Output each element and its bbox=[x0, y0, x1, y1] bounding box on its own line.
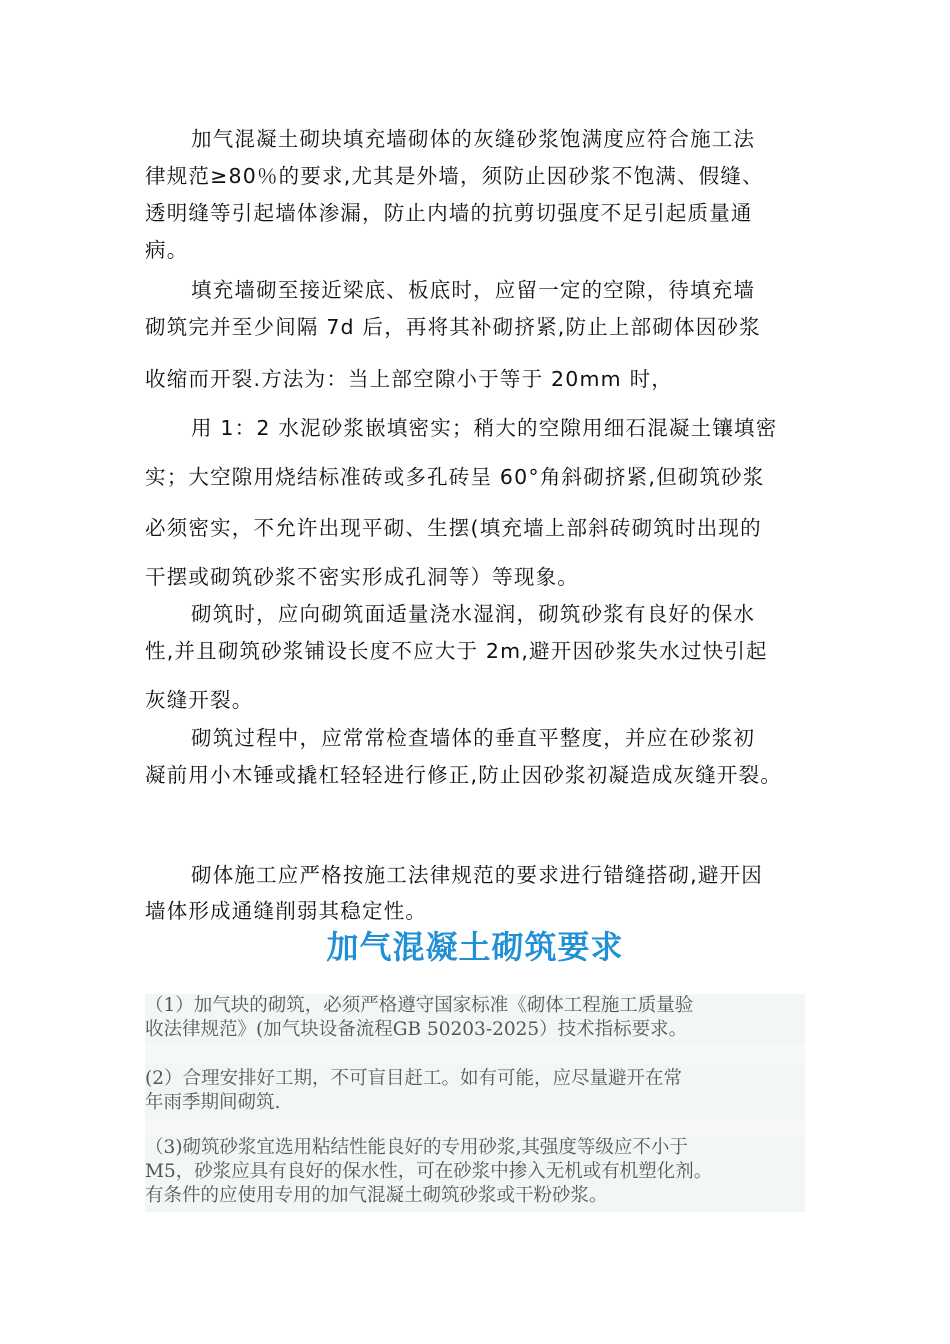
text-line: 有条件的应使用专用的加气混凝土砌筑砂浆或干粉砂浆。 bbox=[145, 1185, 608, 1206]
text-line: 墙体形成通缝削弱其稳定性。 bbox=[145, 899, 428, 923]
list-item bbox=[145, 994, 805, 1044]
text-line: 砌筑过程中，应常常检查墙体的垂直平整度，并应在砂浆初 bbox=[191, 726, 756, 750]
text-line: 凝前用小木锤或撬杠轻轻进行修正,防止因砂浆初凝造成灰缝开裂。 bbox=[145, 763, 783, 787]
text-line: 砌筑时，应向砌筑面适量浇水湿润，砌筑砂浆有良好的保水 bbox=[191, 602, 756, 626]
text-line: 必须密实，不允许出现平砌、生摆(填充墙上部斜砖砌筑时出现的 bbox=[145, 516, 762, 540]
text-line: 律规范≥80％的要求,尤其是外墙，须防止因砂浆不饱满、假缝、 bbox=[145, 164, 764, 188]
text-line: 加气混凝土砌块填充墙砌体的灰缝砂浆饱满度应符合施工法 bbox=[191, 127, 756, 151]
text-line: 灰缝开裂。 bbox=[145, 688, 254, 712]
text-line: 砌筑完并至少间隔 7d 后，再将其补砌挤紧,防止上部砌体因砂浆 bbox=[145, 315, 761, 339]
text-line: (2）合理安排好工期，不可盲目赶工。如有可能，应尽量避开在常 bbox=[145, 1068, 682, 1089]
text-line: 砌体施工应严格按施工法律规范的要求进行错缝搭砌,避开因 bbox=[191, 863, 763, 887]
list-item bbox=[145, 1064, 805, 1120]
text-line: 实；大空隙用烧结标准砖或多孔砖呈 60°角斜砌挤紧,但砌筑砂浆 bbox=[145, 465, 765, 489]
text-line: （3)砌筑砂浆宜选用粘结性能良好的专用砂浆,其强度等级应不小于 bbox=[145, 1137, 688, 1158]
text-line: 年雨季期间砌筑. bbox=[145, 1092, 281, 1113]
text-line: 性,并且砌筑砂浆铺设长度不应大于 2m,避开因砂浆失水过快引起 bbox=[145, 639, 768, 663]
text-line: 透明缝等引起墙体渗漏，防止内墙的抗剪切强度不足引起质量通 bbox=[145, 201, 753, 225]
text-line: M5，砂浆应具有良好的保水性，可在砂浆中掺入无机或有机塑化剂。 bbox=[145, 1161, 713, 1182]
text-line: 收缩而开裂.方法为：当上部空隙小于等于 20mm 时， bbox=[145, 367, 673, 391]
list-spacer bbox=[145, 1120, 805, 1136]
list-item bbox=[145, 1136, 805, 1212]
list-spacer bbox=[145, 1044, 805, 1064]
text-line: 填充墙砌至接近梁底、板底时，应留一定的空隙，待填充墙 bbox=[191, 278, 756, 302]
text-line: 病。 bbox=[145, 238, 189, 262]
text-line: 干摆或砌筑砂浆不密实形成孔洞等）等现象。 bbox=[145, 565, 579, 589]
text-line: 收法律规范》(加气块设备流程GB 50203-2025）技术指标要求。 bbox=[145, 1019, 688, 1040]
text-line: （1）加气块的砌筑，必须严格遵守国家标准《砌体工程施工质量验 bbox=[145, 995, 694, 1016]
text-line: 用 1：2 水泥砂浆嵌填密实；稍大的空隙用细石混凝土镶填密 bbox=[191, 416, 778, 440]
section-heading: 加气混凝土砌筑要求 bbox=[326, 928, 624, 966]
